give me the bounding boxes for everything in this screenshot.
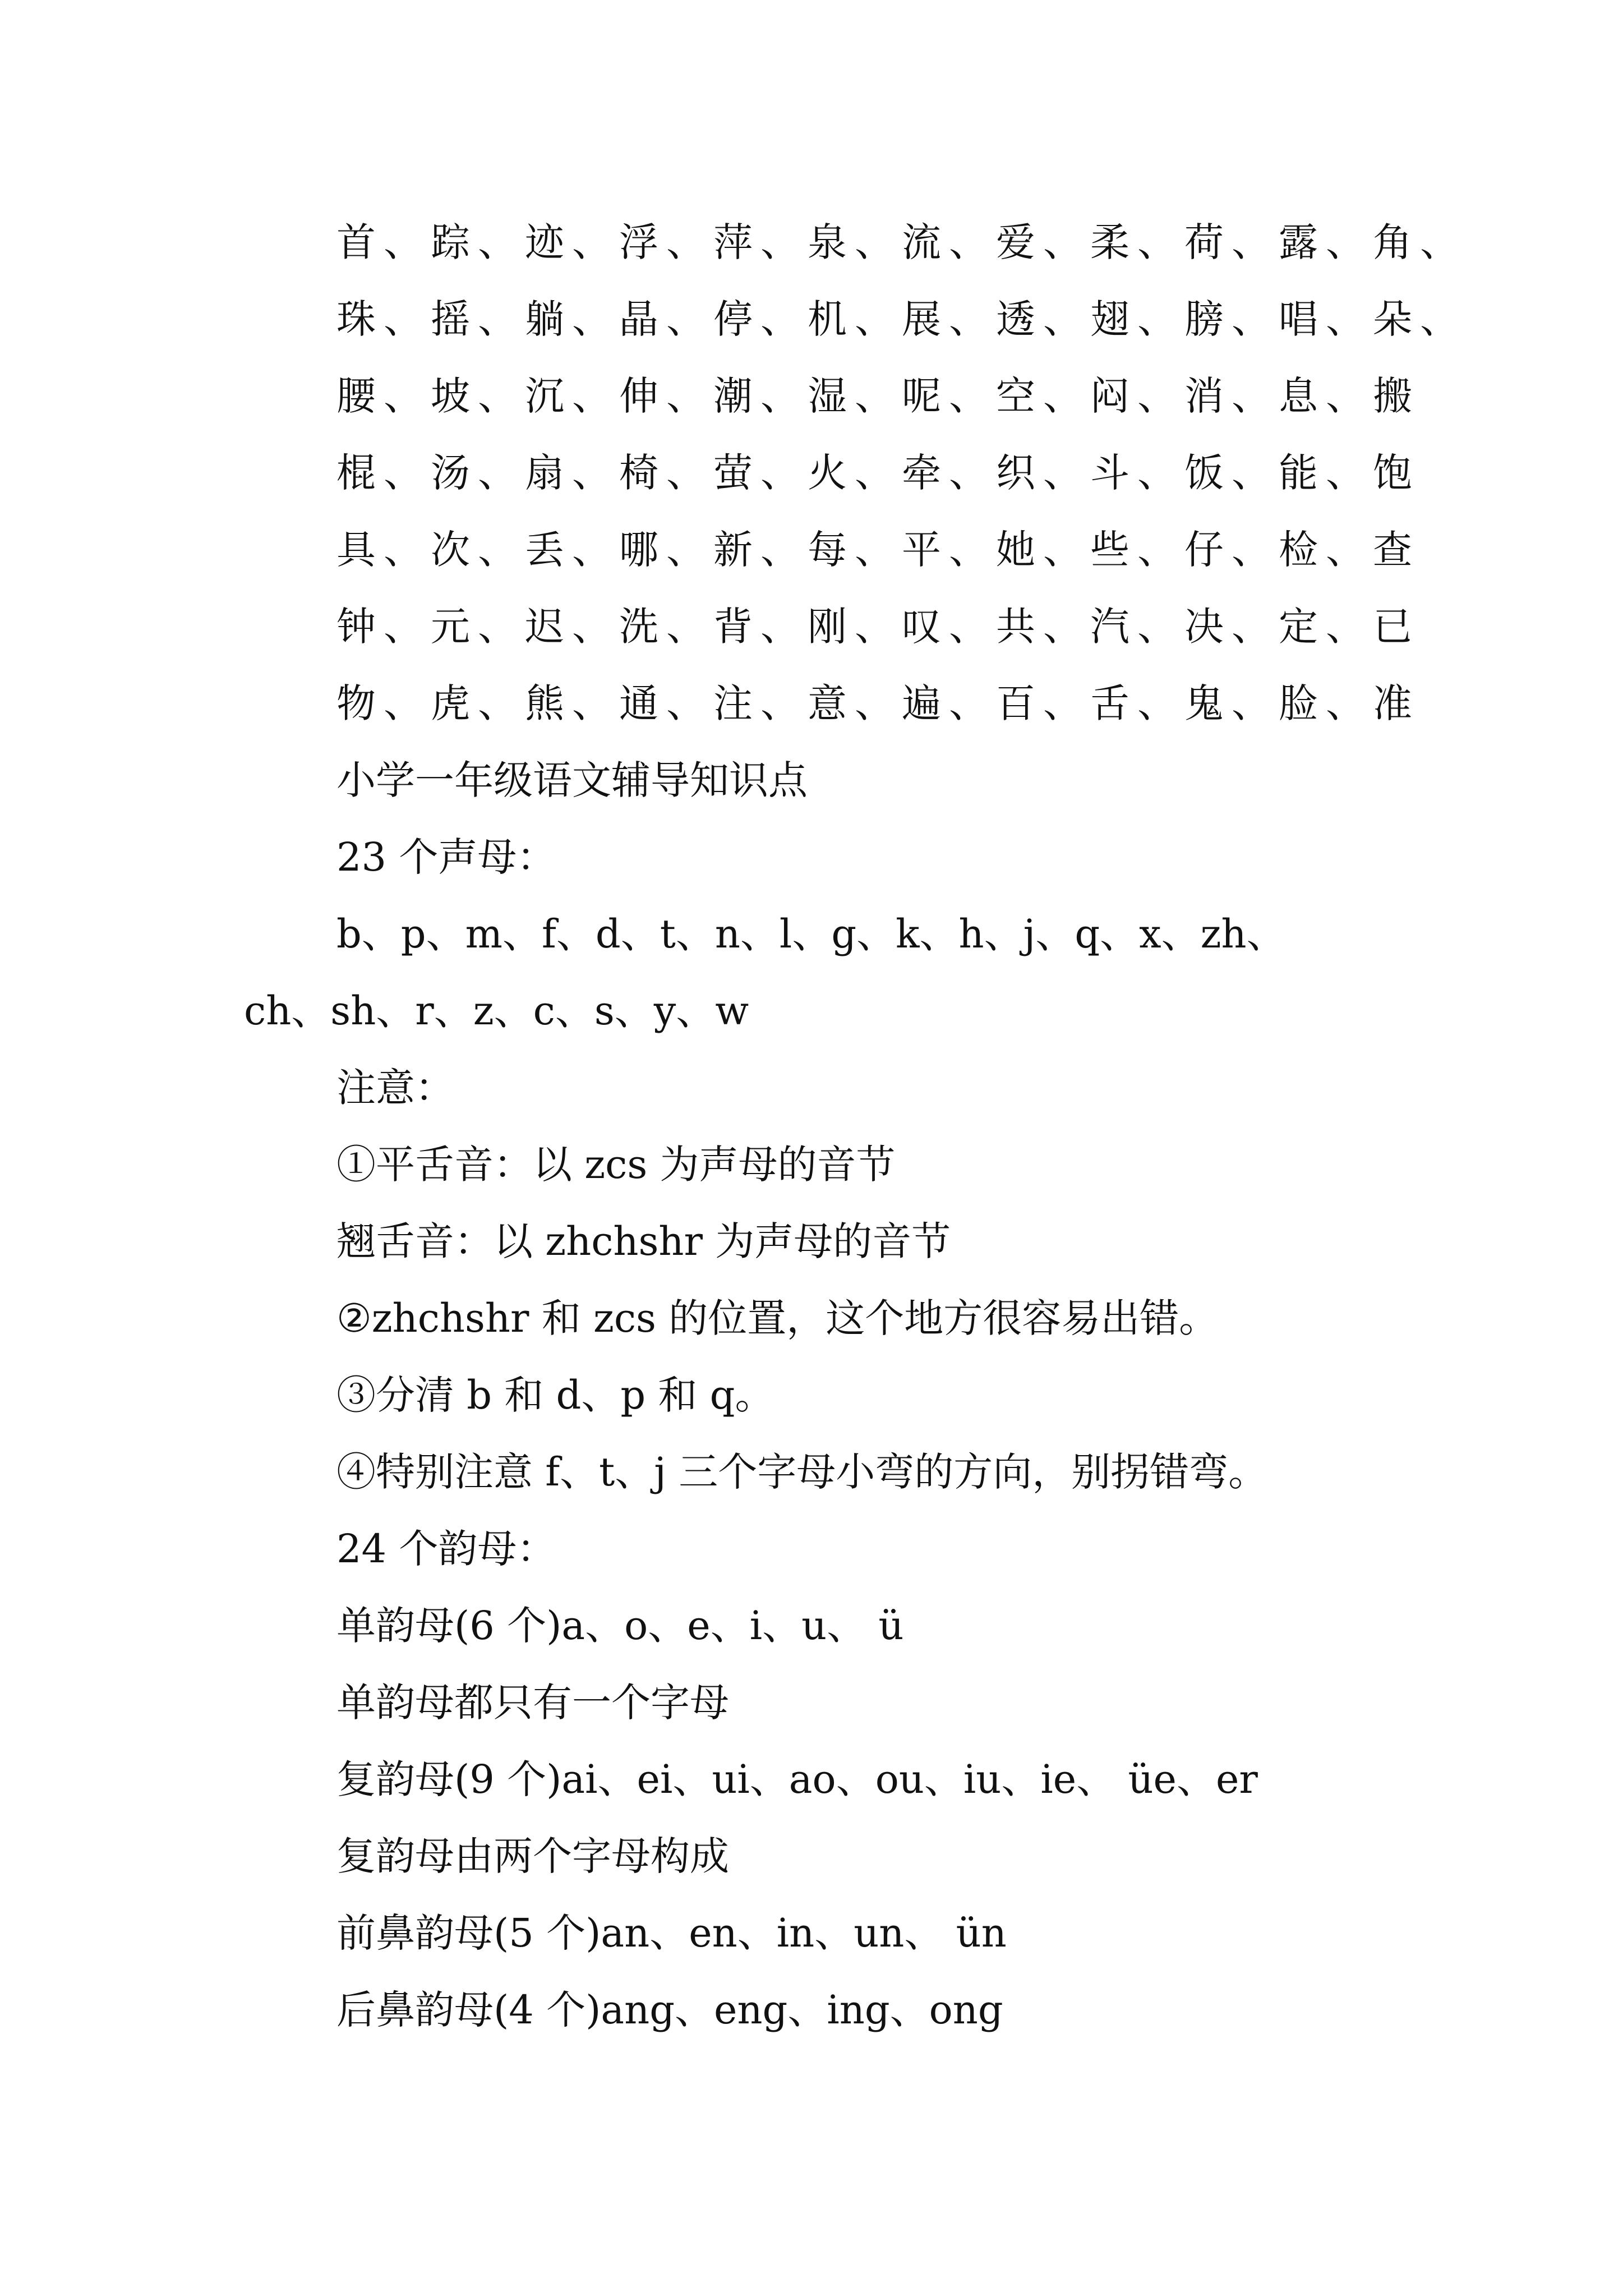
vocab-line-4: 棍、汤、扇、椅、萤、火、牵、织、斗、饭、能、饱 (336, 450, 1420, 496)
section-heading: 小学一年级语文辅导知识点 (336, 757, 808, 803)
note-item-1: ①平舌音：以 zcs 为声母的音节 (336, 1142, 896, 1188)
note-item-3: ③分清 b 和 d、p 和 q。 (336, 1372, 774, 1418)
note-item-1-continued: 翘舌音：以 zhchshr 为声母的音节 (336, 1218, 951, 1264)
vocab-line-2: 珠、摇、躺、晶、停、机、展、透、翅、膀、唱、朵、 (336, 296, 1467, 342)
note-item-4: ④特别注意 f、t、j 三个字母小弯的方向，别拐错弯。 (336, 1449, 1268, 1495)
compound-finals-note: 复韵母由两个字母构成 (336, 1833, 729, 1879)
compound-finals-list: 复韵母(9 个)ai、ei、ui、ao、ou、iu、ie、 üe、er (336, 1756, 1258, 1802)
vocab-line-1: 首、踪、迹、浮、萍、泉、流、爱、柔、荷、露、角、 (336, 219, 1467, 265)
vocab-line-6: 钟、元、迟、洗、背、刚、叹、共、汽、决、定、已 (336, 604, 1420, 650)
note-heading: 注意： (336, 1065, 454, 1111)
simple-finals-list: 单韵母(6 个)a、o、e、i、u、 ü (336, 1603, 904, 1649)
vocab-line-7: 物、虎、熊、通、注、意、遍、百、舌、鬼、脸、准 (336, 680, 1420, 726)
vocab-line-5: 具、次、丢、哪、新、每、平、她、些、仔、检、查 (336, 527, 1420, 573)
vocab-line-3: 腰、坡、沉、伸、潮、湿、呢、空、闷、消、息、搬 (336, 373, 1420, 419)
initials-list-line-2: ch、sh、r、z、c、s、y、w (244, 988, 749, 1034)
initials-list-line-1: b、p、m、f、d、t、n、l、g、k、h、j、q、x、zh、 (336, 911, 1286, 957)
note-item-2: ②zhchshr 和 zcs 的位置，这个地方很容易出错。 (336, 1295, 1219, 1341)
initials-heading: 23 个声母： (336, 834, 556, 880)
back-nasal-finals-list: 后鼻韵母(4 个)ang、eng、ing、ong (336, 1987, 1003, 2033)
front-nasal-finals-list: 前鼻韵母(5 个)an、en、in、un、 ün (336, 1910, 1007, 1956)
finals-heading: 24 个韵母： (336, 1526, 556, 1572)
simple-finals-note: 单韵母都只有一个字母 (336, 1680, 729, 1726)
